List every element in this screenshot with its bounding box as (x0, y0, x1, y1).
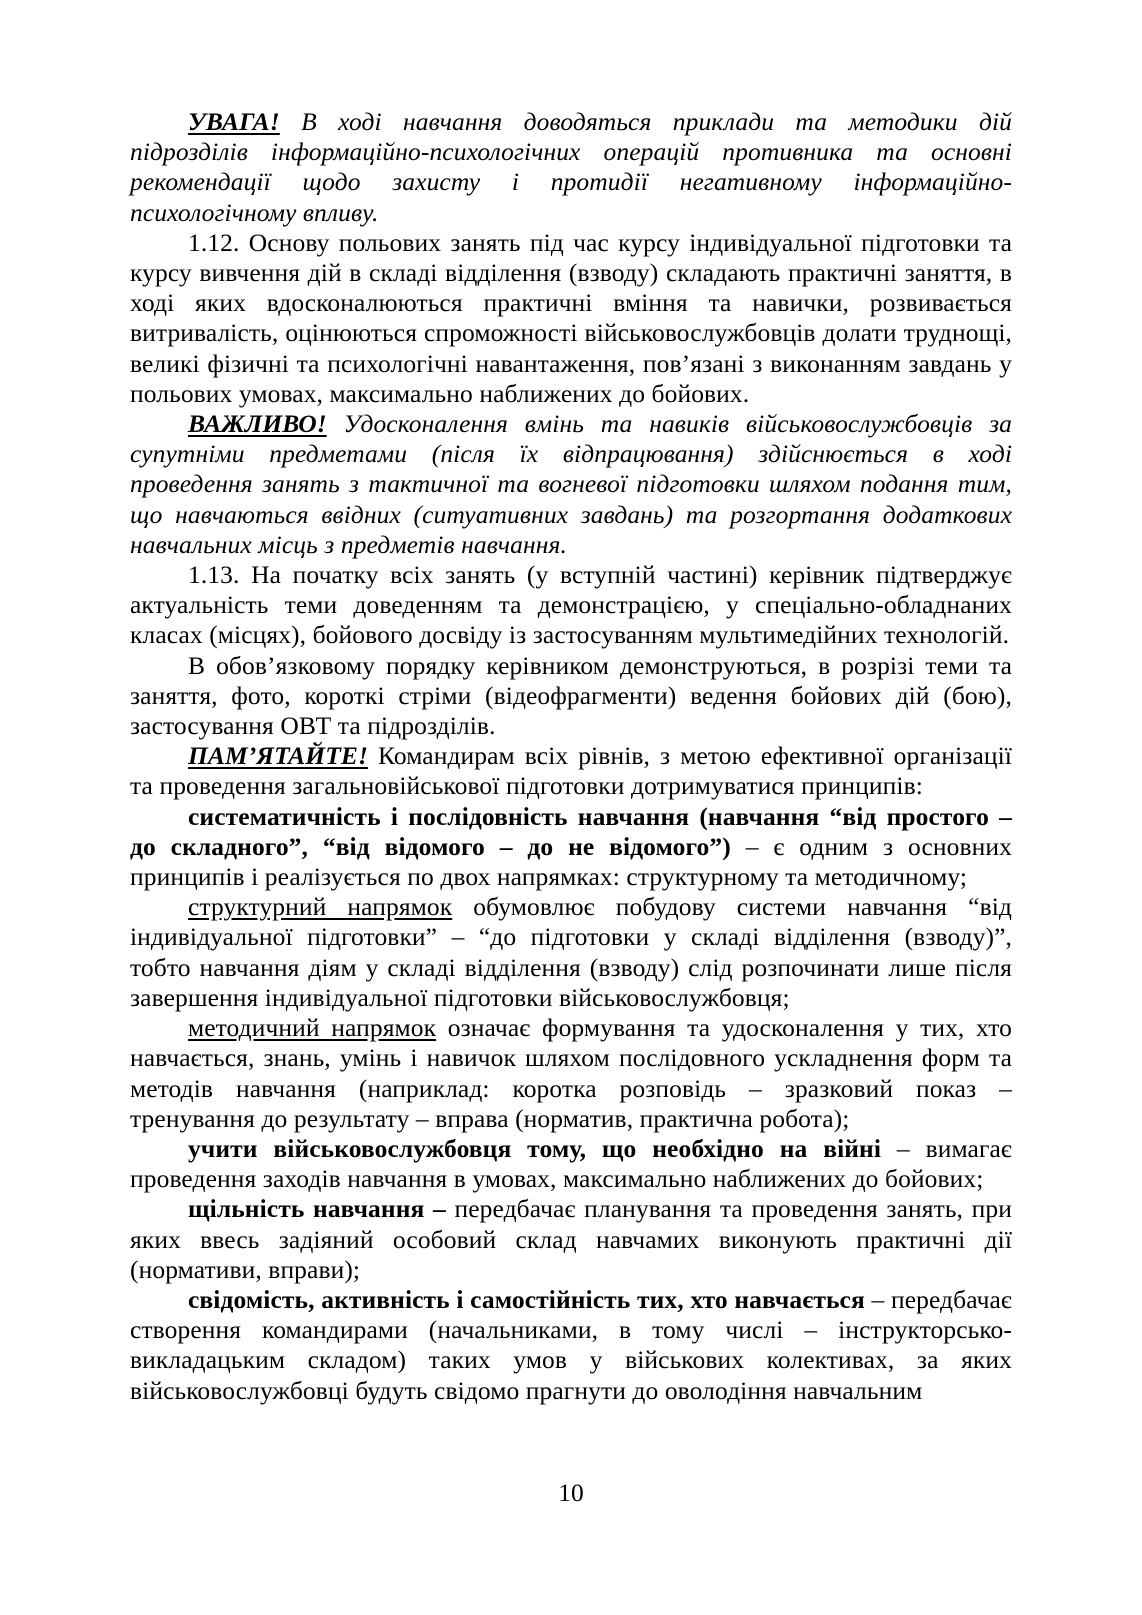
principle-structural-term: структурний напрямок (188, 892, 453, 922)
principle-systematic-text: – є одним з основних принципів і реалізується по двох напрямках: структурному та методичному; (130, 831, 1012, 892)
remember-lead-label: ПАМ’ЯТАЙТЕ! (188, 741, 368, 771)
remember-note-text: Командирам всіх рівнів, з метою ефективної організації та проведення загальновійськової підготовки дотримуватися принципів: (130, 741, 1012, 801)
page-number: 10 (558, 1478, 584, 1507)
paragraph-remember-note (130, 741, 1012, 801)
paragraph-principle-consciousness (130, 1285, 1012, 1406)
clause-1-13-text: 1.13. На початку всіх занять (у вступній частині) керівник підтверджує актуальність теми доведенням та демонстрацією, у спеціально-обладнаних класах (місцях), бойового досвіду із застосуванням мультимедійних технологій. (130, 560, 1012, 650)
principle-density-text: передбачає планування та проведення занять, при яких ввесь задіяний особовий склад навчамих виконують практичні дії (нормативи, вправи); (130, 1194, 1012, 1284)
clause-1-12-text: 1.12. Основу польових занять під час курсу індивідуальної підготовки та курсу вивчення дій в складі відділення (взводу) складають практичні заняття, в ході яких вдосконалюються практичні вміння та навички, розвивається витривалість, оцінюються спроможності військовослужбовців долати труднощі, великі фізичні та психологічні навантаження, пов’язані з виконанням завдань у польових умовах, максимально наближених до бойових. (130, 227, 1012, 408)
principle-density-term: щільність навчання – (188, 1194, 446, 1224)
principle-war-relevant-text: – вимагає проведення заходів навчання в умовах, максимально наближених до бойових; (130, 1133, 1012, 1194)
principle-methodical-term: методичний напрямок (188, 1013, 437, 1043)
paragraph-clause-1-13 (130, 560, 1012, 651)
paragraph-principle-structural (130, 892, 1012, 1013)
paragraph-principle-methodical (130, 1013, 1012, 1134)
attention-note-text: В ході навчання доводяться приклади та методики дій підрозділів інформаційно-психологічних операцій противника та основні рекомендації щодо захисту і протидії негативному інформаційно-психологічному впливу. (130, 107, 1012, 227)
paragraph-principle-war-relevant (130, 1134, 1012, 1194)
paragraph-clause-1-12 (130, 228, 1012, 409)
paragraph-mandatory-demo (130, 651, 1012, 742)
important-note-text: Удосконалення вмінь та навиків військовослужбовців за супутніми предметами (після їх відпрацювання) здійснюється в ході проведення занять з тактичної та вогневої підготовки шляхом подання тим, що навчаються ввідних (ситуативних завдань) та розгортання додаткових навчальних місць з предметів навчання. (130, 409, 1012, 559)
paragraph-principle-systematic (130, 802, 1012, 893)
paragraph-attention-note (130, 107, 1012, 228)
attention-lead-label: УВАГА! (188, 107, 280, 136)
paragraph-principle-density (130, 1194, 1012, 1285)
principle-structural-text: обумовлює побудову системи навчання “від індивідуальної підготовки” – “до підготовки у складі відділення (взводу)”, тобто навчання діям у складі відділення (взводу) слід розпочинати лише після завершення індивідуальної підготовки військовослужбовця; (130, 892, 1012, 1012)
paragraph-important-note (130, 409, 1012, 560)
document-body (130, 107, 1012, 1406)
principle-war-relevant-term: учити військовослужбовця тому, що необхідно на війні (188, 1133, 882, 1163)
mandatory-demo-text: В обов’язковому порядку керівником демонструються, в розрізі теми та заняття, фото, короткі стріми (відеофрагменти) ведення бойових дій (бою), застосування ОВТ та підрозділів. (130, 650, 1012, 741)
principle-methodical-text: означає формування та удосконалення у тих, хто навчається, знань, умінь і навичок шляхом послідовного ускладнення форм та методів навчання (наприклад: коротка розповідь – зразковий показ – тренування до результату – вправа (норматив, практична робота); (130, 1013, 1012, 1133)
principle-systematic-term: систематичність і послідовність навчання (навчання “від простого – до складного”, “від відомого – до не відомого”) (130, 801, 1012, 861)
principle-consciousness-text: – передбачає створення командирами (начальниками, в тому числі – інструкторсько-викладацьким складом) таких умов у військових колективах, за яких військовослужбовці будуть свідомо прагнути до оволодіння навчальним (130, 1284, 1012, 1405)
important-lead-label: ВАЖЛИВО! (188, 409, 327, 439)
principle-consciousness-term: свідомість, активність і самостійність тих, хто навчається (188, 1284, 865, 1314)
